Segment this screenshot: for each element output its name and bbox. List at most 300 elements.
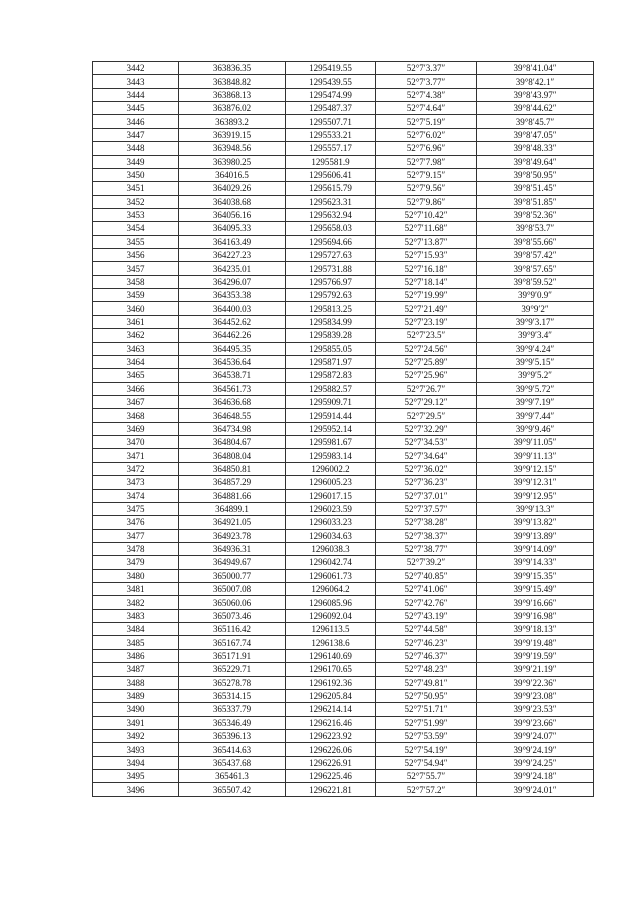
latitude-cell: 52°7′25.89″ [376, 355, 477, 368]
point-number-cell: 3443 [93, 75, 179, 88]
y-coordinate-cell: 1296226.06 [286, 743, 376, 756]
longitude-cell: 39°8′52.36″ [477, 208, 594, 221]
x-coordinate-cell: 365461.3 [179, 770, 286, 783]
longitude-cell: 39°9′16.98″ [477, 609, 594, 622]
point-number-cell: 3491 [93, 716, 179, 729]
table-row [93, 596, 594, 609]
y-coordinate-cell: 1295474.99 [286, 88, 376, 101]
y-coordinate-cell: 1296017.15 [286, 489, 376, 502]
longitude-cell: 39°8′51.45″ [477, 182, 594, 195]
longitude-cell: 39°8′57.42″ [477, 249, 594, 262]
x-coordinate-cell: 363980.25 [179, 155, 286, 168]
latitude-cell: 52°7′51.71″ [376, 703, 477, 716]
longitude-cell: 39°8′49.64″ [477, 155, 594, 168]
longitude-cell: 39°8′42.1″ [477, 75, 594, 88]
point-number-cell: 3484 [93, 623, 179, 636]
point-number-cell: 3478 [93, 542, 179, 555]
table-row [93, 783, 594, 796]
longitude-cell: 39°9′16.66″ [477, 596, 594, 609]
y-coordinate-cell: 1295813.25 [286, 302, 376, 315]
y-coordinate-cell: 1296192.36 [286, 676, 376, 689]
longitude-cell: 39°8′44.62″ [477, 102, 594, 115]
point-number-cell: 3451 [93, 182, 179, 195]
latitude-cell: 52°7′9.15″ [376, 168, 477, 181]
y-coordinate-cell: 1295606.41 [286, 168, 376, 181]
longitude-cell: 39°8′51.85″ [477, 195, 594, 208]
latitude-cell: 52°7′13.87″ [376, 235, 477, 248]
table-row [93, 529, 594, 542]
y-coordinate-cell: 1295581.9 [286, 155, 376, 168]
latitude-cell: 52°7′16.18″ [376, 262, 477, 275]
y-coordinate-cell: 1296038.3 [286, 542, 376, 555]
table-row [93, 342, 594, 355]
x-coordinate-cell: 363868.13 [179, 88, 286, 101]
table-row [93, 142, 594, 155]
point-number-cell: 3469 [93, 422, 179, 435]
point-number-cell: 3486 [93, 649, 179, 662]
longitude-cell: 39°8′55.66″ [477, 235, 594, 248]
latitude-cell: 52°7′3.37″ [376, 62, 477, 75]
latitude-cell: 52°7′49.81″ [376, 676, 477, 689]
longitude-cell: 39°9′5.72″ [477, 382, 594, 395]
y-coordinate-cell: 1295557.17 [286, 142, 376, 155]
point-number-cell: 3493 [93, 743, 179, 756]
longitude-cell: 39°8′53.7″ [477, 222, 594, 235]
x-coordinate-cell: 365060.06 [179, 596, 286, 609]
table-row [93, 195, 594, 208]
point-number-cell: 3481 [93, 583, 179, 596]
latitude-cell: 52°7′34.53″ [376, 436, 477, 449]
table-row [93, 462, 594, 475]
longitude-cell: 39°8′48.33″ [477, 142, 594, 155]
latitude-cell: 52°7′36.23″ [376, 476, 477, 489]
x-coordinate-cell: 365278.78 [179, 676, 286, 689]
table-row [93, 235, 594, 248]
table-row [93, 289, 594, 302]
y-coordinate-cell: 1296085.96 [286, 596, 376, 609]
y-coordinate-cell: 1296002.2 [286, 462, 376, 475]
y-coordinate-cell: 1295855.05 [286, 342, 376, 355]
latitude-cell: 52°7′32.29″ [376, 422, 477, 435]
latitude-cell: 52°7′7.98″ [376, 155, 477, 168]
table-row [93, 436, 594, 449]
point-number-cell: 3475 [93, 502, 179, 515]
table-row [93, 556, 594, 569]
latitude-cell: 52°7′54.94″ [376, 756, 477, 769]
y-coordinate-cell: 1295871.97 [286, 355, 376, 368]
x-coordinate-cell: 364495.35 [179, 342, 286, 355]
latitude-cell: 52°7′48.23″ [376, 663, 477, 676]
latitude-cell: 52°7′38.77″ [376, 542, 477, 555]
x-coordinate-cell: 365073.46 [179, 609, 286, 622]
point-number-cell: 3485 [93, 636, 179, 649]
longitude-cell: 39°9′7.19″ [477, 395, 594, 408]
latitude-cell: 52°7′41.06″ [376, 583, 477, 596]
latitude-cell: 52°7′53.59″ [376, 729, 477, 742]
x-coordinate-cell: 364400.03 [179, 302, 286, 315]
latitude-cell: 52°7′44.58″ [376, 623, 477, 636]
x-coordinate-cell: 364636.68 [179, 395, 286, 408]
table-row [93, 155, 594, 168]
longitude-cell: 39°9′12.95″ [477, 489, 594, 502]
latitude-cell: 52°7′37.01″ [376, 489, 477, 502]
latitude-cell: 52°7′38.37″ [376, 529, 477, 542]
point-number-cell: 3487 [93, 663, 179, 676]
longitude-cell: 39°8′50.95″ [477, 168, 594, 181]
table-row [93, 208, 594, 221]
point-number-cell: 3476 [93, 516, 179, 529]
x-coordinate-cell: 364095.33 [179, 222, 286, 235]
point-number-cell: 3445 [93, 102, 179, 115]
point-number-cell: 3480 [93, 569, 179, 582]
table-row [93, 168, 594, 181]
table-row [93, 382, 594, 395]
point-number-cell: 3458 [93, 275, 179, 288]
latitude-cell: 52°7′15.93″ [376, 249, 477, 262]
point-number-cell: 3452 [93, 195, 179, 208]
x-coordinate-cell: 365167.74 [179, 636, 286, 649]
point-number-cell: 3460 [93, 302, 179, 315]
point-number-cell: 3466 [93, 382, 179, 395]
latitude-cell: 52°7′11.68″ [376, 222, 477, 235]
latitude-cell: 52°7′9.56″ [376, 182, 477, 195]
point-number-cell: 3456 [93, 249, 179, 262]
y-coordinate-cell: 1295615.79 [286, 182, 376, 195]
latitude-cell: 52°7′43.19″ [376, 609, 477, 622]
x-coordinate-cell: 363919.15 [179, 128, 286, 141]
x-coordinate-cell: 364923.78 [179, 529, 286, 542]
latitude-cell: 52°7′38.28″ [376, 516, 477, 529]
longitude-cell: 39°9′14.33″ [477, 556, 594, 569]
table-row [93, 583, 594, 596]
longitude-cell: 39°8′59.52″ [477, 275, 594, 288]
y-coordinate-cell: 1296170.65 [286, 663, 376, 676]
latitude-cell: 52°7′6.02″ [376, 128, 477, 141]
table-row [93, 409, 594, 422]
x-coordinate-cell: 364016.5 [179, 168, 286, 181]
latitude-cell: 52°7′29.12″ [376, 395, 477, 408]
x-coordinate-cell: 364899.1 [179, 502, 286, 515]
y-coordinate-cell: 1295487.37 [286, 102, 376, 115]
x-coordinate-cell: 364038.68 [179, 195, 286, 208]
latitude-cell: 52°7′36.02″ [376, 462, 477, 475]
point-number-cell: 3483 [93, 609, 179, 622]
table-row [93, 329, 594, 342]
y-coordinate-cell: 1296223.92 [286, 729, 376, 742]
longitude-cell: 39°9′7.44″ [477, 409, 594, 422]
y-coordinate-cell: 1296226.91 [286, 756, 376, 769]
y-coordinate-cell: 1295623.31 [286, 195, 376, 208]
x-coordinate-cell: 365507.42 [179, 783, 286, 796]
table-row [93, 115, 594, 128]
table-row [93, 355, 594, 368]
latitude-cell: 52°7′18.14″ [376, 275, 477, 288]
y-coordinate-cell: 1295952.14 [286, 422, 376, 435]
longitude-cell: 39°9′13.82″ [477, 516, 594, 529]
x-coordinate-cell: 364648.55 [179, 409, 286, 422]
x-coordinate-cell: 364056.16 [179, 208, 286, 221]
point-number-cell: 3455 [93, 235, 179, 248]
x-coordinate-cell: 364296.07 [179, 275, 286, 288]
latitude-cell: 52°7′34.64″ [376, 449, 477, 462]
x-coordinate-cell: 363836.35 [179, 62, 286, 75]
point-number-cell: 3463 [93, 342, 179, 355]
table-row [93, 663, 594, 676]
table-row [93, 88, 594, 101]
y-coordinate-cell: 1296061.73 [286, 569, 376, 582]
x-coordinate-cell: 364921.05 [179, 516, 286, 529]
x-coordinate-cell: 365346.49 [179, 716, 286, 729]
latitude-cell: 52°7′39.2″ [376, 556, 477, 569]
x-coordinate-cell: 365116.42 [179, 623, 286, 636]
point-number-cell: 3457 [93, 262, 179, 275]
table-row [93, 716, 594, 729]
y-coordinate-cell: 1296034.63 [286, 529, 376, 542]
latitude-cell: 52°7′10.42″ [376, 208, 477, 221]
latitude-cell: 52°7′50.95″ [376, 689, 477, 702]
x-coordinate-cell: 364452.62 [179, 315, 286, 328]
longitude-cell: 39°9′22.36″ [477, 676, 594, 689]
x-coordinate-cell: 364857.29 [179, 476, 286, 489]
y-coordinate-cell: 1295872.83 [286, 369, 376, 382]
longitude-cell: 39°8′47.05″ [477, 128, 594, 141]
x-coordinate-cell: 363948.56 [179, 142, 286, 155]
latitude-cell: 52°7′19.99″ [376, 289, 477, 302]
longitude-cell: 39°9′12.31″ [477, 476, 594, 489]
latitude-cell: 52°7′4.38″ [376, 88, 477, 101]
table-row [93, 743, 594, 756]
latitude-cell: 52°7′9.86″ [376, 195, 477, 208]
longitude-cell: 39°9′24.19″ [477, 743, 594, 756]
y-coordinate-cell: 1296113.5 [286, 623, 376, 636]
latitude-cell: 52°7′24.56″ [376, 342, 477, 355]
y-coordinate-cell: 1295909.71 [286, 395, 376, 408]
x-coordinate-cell: 364536.64 [179, 355, 286, 368]
y-coordinate-cell: 1296214.14 [286, 703, 376, 716]
y-coordinate-cell: 1295983.14 [286, 449, 376, 462]
longitude-cell: 39°9′12.15″ [477, 462, 594, 475]
x-coordinate-cell: 364538.71 [179, 369, 286, 382]
table-row [93, 569, 594, 582]
y-coordinate-cell: 1296064.2 [286, 583, 376, 596]
y-coordinate-cell: 1295914.44 [286, 409, 376, 422]
longitude-cell: 39°9′9.46″ [477, 422, 594, 435]
point-number-cell: 3468 [93, 409, 179, 422]
table-row [93, 729, 594, 742]
point-number-cell: 3454 [93, 222, 179, 235]
x-coordinate-cell: 365314.15 [179, 689, 286, 702]
longitude-cell: 39°9′23.66″ [477, 716, 594, 729]
x-coordinate-cell: 364808.04 [179, 449, 286, 462]
x-coordinate-cell: 365437.68 [179, 756, 286, 769]
point-number-cell: 3444 [93, 88, 179, 101]
table-row [93, 422, 594, 435]
y-coordinate-cell: 1296138.6 [286, 636, 376, 649]
table-row [93, 649, 594, 662]
point-number-cell: 3459 [93, 289, 179, 302]
x-coordinate-cell: 364734.98 [179, 422, 286, 435]
latitude-cell: 52°7′25.96″ [376, 369, 477, 382]
coordinates-table-body [93, 62, 594, 797]
x-coordinate-cell: 365000.77 [179, 569, 286, 582]
table-row [93, 249, 594, 262]
x-coordinate-cell: 364936.31 [179, 542, 286, 555]
point-number-cell: 3447 [93, 128, 179, 141]
x-coordinate-cell: 365414.63 [179, 743, 286, 756]
table-row [93, 262, 594, 275]
table-row [93, 476, 594, 489]
point-number-cell: 3464 [93, 355, 179, 368]
table-row [93, 75, 594, 88]
x-coordinate-cell: 364227.23 [179, 249, 286, 262]
latitude-cell: 52°7′21.49″ [376, 302, 477, 315]
table-row [93, 315, 594, 328]
longitude-cell: 39°9′15.49″ [477, 583, 594, 596]
y-coordinate-cell: 1295694.66 [286, 235, 376, 248]
table-row [93, 516, 594, 529]
point-number-cell: 3477 [93, 529, 179, 542]
table-row [93, 62, 594, 75]
x-coordinate-cell: 363848.82 [179, 75, 286, 88]
table-row [93, 449, 594, 462]
point-number-cell: 3442 [93, 62, 179, 75]
table-row [93, 275, 594, 288]
table-row [93, 623, 594, 636]
y-coordinate-cell: 1296225.46 [286, 770, 376, 783]
y-coordinate-cell: 1296205.84 [286, 689, 376, 702]
y-coordinate-cell: 1295839.28 [286, 329, 376, 342]
latitude-cell: 52°7′42.76″ [376, 596, 477, 609]
y-coordinate-cell: 1295727.63 [286, 249, 376, 262]
y-coordinate-cell: 1296092.04 [286, 609, 376, 622]
longitude-cell: 39°9′13.89″ [477, 529, 594, 542]
table-row [93, 489, 594, 502]
longitude-cell: 39°9′3.17″ [477, 315, 594, 328]
y-coordinate-cell: 1296033.23 [286, 516, 376, 529]
point-number-cell: 3449 [93, 155, 179, 168]
x-coordinate-cell: 364235.01 [179, 262, 286, 275]
y-coordinate-cell: 1295533.21 [286, 128, 376, 141]
longitude-cell: 39°9′4.24″ [477, 342, 594, 355]
point-number-cell: 3453 [93, 208, 179, 221]
longitude-cell: 39°9′13.3″ [477, 502, 594, 515]
longitude-cell: 39°9′21.19″ [477, 663, 594, 676]
latitude-cell: 52°7′51.99″ [376, 716, 477, 729]
longitude-cell: 39°9′23.53″ [477, 703, 594, 716]
longitude-cell: 39°8′43.97″ [477, 88, 594, 101]
longitude-cell: 39°9′11.05″ [477, 436, 594, 449]
point-number-cell: 3462 [93, 329, 179, 342]
table-row [93, 128, 594, 141]
latitude-cell: 52°7′46.23″ [376, 636, 477, 649]
longitude-cell: 39°9′5.2″ [477, 369, 594, 382]
point-number-cell: 3461 [93, 315, 179, 328]
y-coordinate-cell: 1295658.03 [286, 222, 376, 235]
longitude-cell: 39°9′2″ [477, 302, 594, 315]
table-row [93, 102, 594, 115]
point-number-cell: 3482 [93, 596, 179, 609]
table-row [93, 689, 594, 702]
longitude-cell: 39°9′24.07″ [477, 729, 594, 742]
point-number-cell: 3495 [93, 770, 179, 783]
y-coordinate-cell: 1295834.99 [286, 315, 376, 328]
table-row [93, 636, 594, 649]
y-coordinate-cell: 1295981.67 [286, 436, 376, 449]
table-row [93, 222, 594, 235]
latitude-cell: 52°7′55.7″ [376, 770, 477, 783]
longitude-cell: 39°9′19.59″ [477, 649, 594, 662]
point-number-cell: 3473 [93, 476, 179, 489]
x-coordinate-cell: 365007.08 [179, 583, 286, 596]
y-coordinate-cell: 1296042.74 [286, 556, 376, 569]
point-number-cell: 3472 [93, 462, 179, 475]
y-coordinate-cell: 1296005.23 [286, 476, 376, 489]
longitude-cell: 39°9′3.4″ [477, 329, 594, 342]
table-row [93, 182, 594, 195]
latitude-cell: 52°7′4.64″ [376, 102, 477, 115]
longitude-cell: 39°9′5.15″ [477, 355, 594, 368]
longitude-cell: 39°9′15.35″ [477, 569, 594, 582]
table-row [93, 369, 594, 382]
table-row [93, 302, 594, 315]
x-coordinate-cell: 364949.67 [179, 556, 286, 569]
point-number-cell: 3467 [93, 395, 179, 408]
latitude-cell: 52°7′6.96″ [376, 142, 477, 155]
x-coordinate-cell: 364881.66 [179, 489, 286, 502]
y-coordinate-cell: 1295766.97 [286, 275, 376, 288]
longitude-cell: 39°9′19.48″ [477, 636, 594, 649]
latitude-cell: 52°7′26.7″ [376, 382, 477, 395]
latitude-cell: 52°7′54.19″ [376, 743, 477, 756]
longitude-cell: 39°8′45.7″ [477, 115, 594, 128]
y-coordinate-cell: 1295632.94 [286, 208, 376, 221]
table-row [93, 703, 594, 716]
x-coordinate-cell: 364029.26 [179, 182, 286, 195]
x-coordinate-cell: 364462.26 [179, 329, 286, 342]
latitude-cell: 52°7′40.85″ [376, 569, 477, 582]
latitude-cell: 52°7′5.19″ [376, 115, 477, 128]
latitude-cell: 52°7′3.77″ [376, 75, 477, 88]
point-number-cell: 3446 [93, 115, 179, 128]
point-number-cell: 3490 [93, 703, 179, 716]
longitude-cell: 39°9′18.13″ [477, 623, 594, 636]
point-number-cell: 3492 [93, 729, 179, 742]
y-coordinate-cell: 1295439.55 [286, 75, 376, 88]
x-coordinate-cell: 364804.67 [179, 436, 286, 449]
table-row [93, 676, 594, 689]
y-coordinate-cell: 1296023.59 [286, 502, 376, 515]
coordinates-table [92, 61, 594, 797]
x-coordinate-cell: 365229.71 [179, 663, 286, 676]
longitude-cell: 39°9′0.9″ [477, 289, 594, 302]
point-number-cell: 3448 [93, 142, 179, 155]
y-coordinate-cell: 1295507.71 [286, 115, 376, 128]
point-number-cell: 3489 [93, 689, 179, 702]
point-number-cell: 3496 [93, 783, 179, 796]
x-coordinate-cell: 364353.38 [179, 289, 286, 302]
y-coordinate-cell: 1295792.63 [286, 289, 376, 302]
table-row [93, 395, 594, 408]
point-number-cell: 3488 [93, 676, 179, 689]
table-row [93, 756, 594, 769]
x-coordinate-cell: 364850.81 [179, 462, 286, 475]
y-coordinate-cell: 1295731.88 [286, 262, 376, 275]
point-number-cell: 3450 [93, 168, 179, 181]
point-number-cell: 3479 [93, 556, 179, 569]
table-row [93, 542, 594, 555]
point-number-cell: 3471 [93, 449, 179, 462]
x-coordinate-cell: 365396.13 [179, 729, 286, 742]
